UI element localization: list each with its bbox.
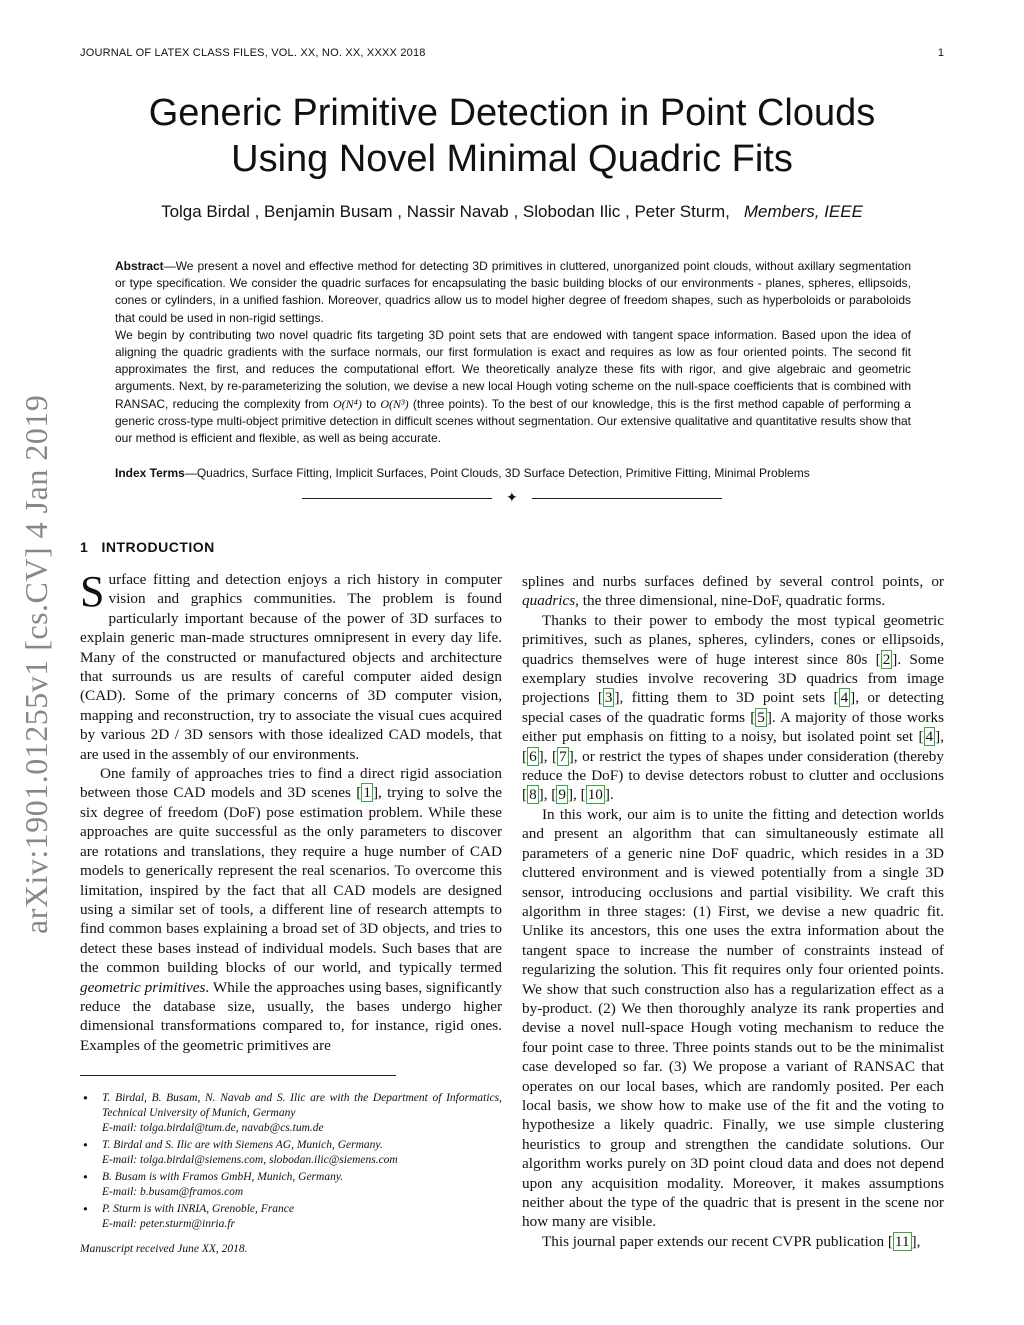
section-separator xyxy=(302,490,722,506)
intro-text-4b: . Some exemplary studies involve recovering 3D quadrics from image projections xyxy=(522,650,944,707)
complexity-from: O(N⁴) xyxy=(333,396,362,411)
arxiv-stamp: arXiv:1901.01255v1 [cs.CV] 4 Jan 2019 xyxy=(18,394,54,934)
affiliation-email: E-mail: tolga.birdal@siemens.com, slobodan.ilic@siemens.com xyxy=(102,1154,398,1166)
bullet-icon: • xyxy=(82,1091,89,1105)
intro-text-6a: This journal paper extends our recent CVPR publication xyxy=(542,1232,888,1250)
author-names: Tolga Birdal , Benjamin Busam , Nassir Navab , Slobodan Ilic , Peter Sturm, xyxy=(161,202,730,221)
intro-text-3b: , the three dimensional, nine-DoF, quadratic forms. xyxy=(575,592,886,610)
index-terms xyxy=(115,466,911,480)
citation-link[interactable]: 4 xyxy=(840,689,849,707)
bullet-icon: • xyxy=(82,1202,89,1216)
left-column xyxy=(80,567,502,1055)
citation-link[interactable]: 2 xyxy=(882,650,891,668)
abstract-text-2c: (three points). To the best of our knowledge, this is the first method capable of performing a generic cross-type multi-object primitive detection in difficult scenes without segmentation. Our extensive qualitative and quantitative results show that our method is efficient and flexible, as well as being accurate. xyxy=(115,396,911,446)
abstract-paragraph-2 xyxy=(115,327,911,447)
citation-link[interactable]: 5 xyxy=(757,708,765,726)
section-heading xyxy=(80,539,215,555)
abstract-paragraph-1 xyxy=(115,258,911,327)
intro-paragraph-1 xyxy=(80,567,502,764)
bullet-icon: • xyxy=(82,1170,89,1184)
abstract-text-2b: to xyxy=(361,396,381,411)
abstract-text-2a: We begin by contributing two novel quadric fits targeting 3D point sets that are endowed with tangent space information. Based upon the idea of aligning the quadric gradients with the surface normals, our first formulation is exact and requires as low as four oriented points. The second fit approximates the first, and reduces the computational effort. We theoretically analyze these fits with rigor, and give algebraic and geometric arguments. Next, by re-parameterizing the solution, we devise a new local Hough voting scheme on the null-space coefficients that is combined with RANSAC, reducing the complexity from xyxy=(115,327,911,411)
affiliation-item xyxy=(80,1170,502,1200)
abstract-text-1: —We present a novel and effective method for detecting 3D primitives in cluttered, unorganized point clouds, without axillary segmentation or type specification. We consider the quadric surfaces for encapsulating the basic building blocks of our environments - planes, spheres, ellipsoids, cones or cylinders, in a unified fashion. Moreover, quadrics allow us to model higher degree of freedom shapes, such as hyperboloids or paraboloids that could be used in non-rigid settings. xyxy=(115,259,911,325)
citation-link[interactable]: 6 xyxy=(529,747,537,765)
intro-paragraph-2: One family of approaches tries to find a direct rigid association between those CAD models and 3D scenes [ 1 ], trying to solve the six degree of freedom (DoF) pose estimation problem. While these approaches are quite successful as the only parameters to discover are rotations and translations, they require a huge number of CAD models to generically represent the real scenarios. To overcome this limitation, inspired by the fact that all CAD models are designed using a similar set of tools, a different line of research attempts to find common bases explaining a broad set of 3D objects, and tries to detect these bases instead of individual models. Such bases that are the common building blocks of our world, and typically termed geometric primitives. While the approaches using bases, significantly reduce the database size, usually, the bases undergo higher dimensional transformations compared to, for instance, rigid ones. Examples of the geometric primitives are xyxy=(80,765,502,1054)
intro-text-3a: splines and nurbs surfaces defined by several control points, or xyxy=(522,573,944,590)
complexity-to: O(N³) xyxy=(380,396,409,411)
title-line-1: Generic Primitive Detection in Point Clouds xyxy=(148,92,876,134)
intro-text-4a: Thanks to their power to embody the most typical geometric primitives, such as planes, spheres, cylinders, cones or ellipsoids, quadrics themselves were of huge interest since 80s xyxy=(522,611,944,668)
bullet-icon: • xyxy=(82,1138,89,1152)
footnote-rule xyxy=(80,1075,396,1076)
title-line-2: Using Novel Minimal Quadric Fits xyxy=(231,138,793,180)
citation-link[interactable]: 9 xyxy=(558,786,566,804)
affiliation-text: T. Birdal and S. Ilic are with Siemens AG, Munich, Germany. xyxy=(102,1139,383,1151)
intro-text-4f: , or restrict the types of shapes under consideration (thereby reduce the DoF) to devise detectors robust to clutter and occlusions xyxy=(522,747,944,785)
affiliation-item xyxy=(80,1138,502,1168)
author-membership: Members, IEEE xyxy=(743,202,863,221)
citation-link[interactable]: 4 xyxy=(925,728,934,746)
affiliation-list xyxy=(80,1091,502,1232)
citation-link[interactable]: 1 xyxy=(363,784,371,802)
section-title: INTRODUCTION xyxy=(101,539,215,555)
affiliation-email: E-mail: peter.sturm@inria.fr xyxy=(102,1218,235,1230)
affiliation-text: P. Sturm is with INRIA, Grenoble, France xyxy=(102,1203,294,1215)
intro-paragraph-3 xyxy=(522,572,944,611)
footnotes xyxy=(80,1091,502,1257)
separator-line-left xyxy=(302,498,492,499)
affiliation-item xyxy=(80,1202,502,1232)
citation-link[interactable]: 8 xyxy=(529,786,537,804)
intro-text-2c: . While the approaches using bases, significantly reduce the database size, usually, the bases undergo higher dimensional transformations compared to, for instance, rigid ones. Examples of the geometric primitives are xyxy=(80,978,502,1054)
citation-link[interactable]: 11 xyxy=(894,1232,910,1250)
page-number: 1 xyxy=(937,47,944,59)
intro-text-2b: , trying to solve the six degree of freedom (DoF) pose estimation problem. While these approaches are quite successful as the only parameters to discover are rotations and translations, they require a huge number of CAD models to generically represent the real scenarios. To overcome this limitation, inspired by the fact that all CAD models are designed using a similar set of tools, a different line of research attempts to find common bases explaining a broad set of 3D objects, and tries to detect these bases instead of individual models. Such bases that are the common building blocks of our world, and typically termed xyxy=(80,784,502,977)
manuscript-note: Manuscript received June XX, 2018. xyxy=(80,1243,248,1255)
affiliation-item xyxy=(80,1091,502,1136)
intro-text-4e: . A majority of those works either put emphasis on fitting to a noisy, but isolated point set xyxy=(522,708,944,746)
intro-paragraph-6: This journal paper extends our recent CVPR publication [ 11 ], xyxy=(542,1232,921,1250)
section-number: 1 xyxy=(80,539,89,555)
index-terms-text: —Quadrics, Surface Fitting, Implicit Surfaces, Point Clouds, 3D Surface Detection, Primitive Fitting, Minimal Problems xyxy=(184,466,810,480)
author-list xyxy=(80,202,944,222)
affiliation-text: B. Busam is with Framos GmbH, Munich, Germany. xyxy=(102,1171,344,1183)
separator-line-right xyxy=(532,498,722,499)
affiliation-email: E-mail: tolga.birdal@tum.de, navab@cs.tum.de xyxy=(102,1122,324,1134)
separator-diamond-icon: ✦ xyxy=(506,490,518,506)
term-geometric-primitives: geometric primitives xyxy=(80,978,206,996)
paper-title xyxy=(80,90,944,182)
abstract-label: Abstract xyxy=(115,259,164,273)
intro-text-4d: , or detecting special cases of the quadratic forms xyxy=(522,689,944,726)
citation-link[interactable]: 10 xyxy=(587,786,603,804)
running-header: JOURNAL OF LATEX CLASS FILES, VOL. XX, NO. XX, XXXX 2018 xyxy=(80,47,426,59)
term-quadrics: quadrics xyxy=(522,592,576,610)
citation-link[interactable]: 3 xyxy=(604,689,613,707)
index-terms-label: Index Terms xyxy=(115,466,185,480)
intro-paragraph-5: In this work, our aim is to unite the fitting and detection worlds and present an algorithm that can simultaneously estimate all parameters of a generic nine DoF quadric, which resides in a 3D cluttered environment and is viewed potentially from a single 3D sensor, introducing occlusions and partial visibility. We craft this algorithm in three stages: (1) First, we devise a new quadric fit. Unlike its ancestors, this one uses the extra information about the tangent space to increase the number of constraints instead of regularizing the solution. This fit requires only four oriented points. We show that such construction also has a regularization effect as a by-product. (2) We then thoroughly analyze its rank properties and devise a novel null-space Hough voting mechanism to reduce the four point case to three. Three points stands out to be the minimalist case developed so far. (3) We propose a variant of RANSAC that operates on our local bases, which are randomly posited. Per each local basis, we show how to make use of the fit and the voting to hypothesize a likely quadric. Finally, we use simple clustering heuristics to group and strengthen the candidate solutions. Our algorithm works purely on 3D point cloud data and does not depend upon any acquisition modality. Moreover, it makes assumptions neither about the type of the quadric that is present in the scene nor how many are visible. xyxy=(522,805,944,1231)
affiliation-text: T. Birdal, B. Busam, N. Navab and S. Ilic are with the Department of Informatics, Technical University of Munich, Germany xyxy=(102,1092,502,1119)
affiliation-email: E-mail: b.busam@framos.com xyxy=(102,1186,244,1198)
right-column xyxy=(522,572,944,1251)
intro-text-2a: One family of approaches tries to find a direct rigid association between those CAD models and 3D scenes xyxy=(80,765,502,802)
abstract xyxy=(115,258,911,447)
intro-text-4c: , fitting them to 3D point sets xyxy=(619,689,834,707)
drop-cap: S xyxy=(80,567,105,616)
intro-text-1: urface fitting and detection enjoys a rich history in computer vision and graphics communities. The problem is found particularly important because of the power of 3D surfaces to explain generic man-made structures omnipresent in every day life. Many of the constructed or manufactured objects and architecture that surrounds us are results of careful computer aided design (CAD). Some of the primary concerns of 3D computer vision, mapping and reconstruction, try to associate the visual cues acquired by various 2D / 3D sensors with those idealized CAD models, that are used in the assembly of our environments. xyxy=(80,571,502,763)
citation-link[interactable]: 7 xyxy=(559,747,567,765)
intro-paragraph-4: Thanks to their power to embody the most typical geometric primitives, such as planes, spheres, cylinders, cones or ellipsoids, quadrics themselves were of huge interest since 80s [ 2 ]. Some exemplary studies involve recovering 3D quadrics from image projections [ 3 ], fitting them to 3D point sets [ 4 ], or detecting special cases of the quadratic forms [ 5 ]. A majority of those works either put emphasis on fitting to a noisy, but isolated point set [ 4 ], [ 6 ], [ 7 ], or restrict the types of shapes under consideration (thereby reduce the DoF) to devise detectors robust to clutter and occlusions [ 8 ], [ 9 ], [ 10 ]. xyxy=(522,611,944,804)
